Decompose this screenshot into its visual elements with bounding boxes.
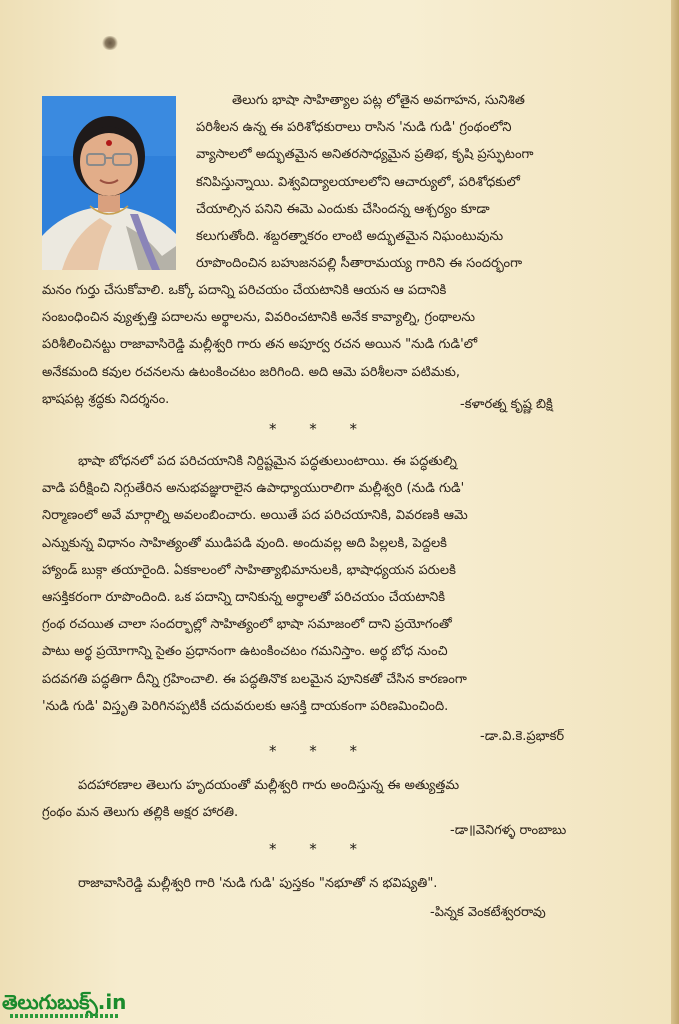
- review-1-line: పరిశీలించినట్టు రాజావాసిరెడ్డి మల్లీశ్వరి గారు తన అపూర్వ రచన అయిన "నుడి గుడి'లో: [42, 337, 478, 353]
- review-2-line: గ్రంథ రచయిత చాలా సందర్భాల్లో సాహిత్యంలో భాషా సమాజంలో దాని ప్రయోగంతో: [42, 617, 452, 633]
- site-watermark-underline: [10, 1014, 120, 1018]
- review-2-line: పదవగతి పద్ధతిగా దీన్ని గ్రహించాలి. ఈ పద్ధతినొక బలమైన పూనికతో చేసిన కారణంగా: [42, 671, 467, 687]
- review-2-line: 'నుడి గుడి' విస్తృతి పెరిగినప్పటికీ చదువరులకు ఆసక్తి దాయకంగా పరిణమించింది.: [42, 698, 449, 714]
- section-separator: * * *: [268, 742, 372, 760]
- review-3-line: పదహారణాల తెలుగు హృదయంతో మల్లీశ్వరి గారు అందిస్తున్న ఈ అత్యుత్తమ: [78, 778, 460, 793]
- review-2-line: ఆసక్తికరంగా రూపొందింది. ఒక పదాన్ని దానికున్న అర్థాలతో పరిచయం చేయటానికి: [42, 590, 446, 606]
- review-1-line: భాషపట్ల శ్రద్ధకు నిదర్శనం.: [42, 391, 170, 407]
- review-2-line: పాటు అర్థ ప్రయోగాన్ని సైతం ప్రధానంగా ఉటంకించటం గమనిస్తాం. అర్థ బోధ నుంచి: [42, 644, 448, 660]
- review-2-line: భాషా బోధనలో పద పరిచయానికి నిర్దిష్టమైన పద్ధతులుంటాయి. ఈ పద్ధతుల్ని: [78, 454, 457, 469]
- section-separator: * * *: [268, 420, 372, 438]
- review-1-line: కలుగుతోంది. శబ్దరత్నాకరం లాంటి అద్భుతమైన నిఘంటువును: [196, 229, 504, 245]
- review-4-text: [42, 870, 638, 897]
- review-1-line: సంబంధించిన వ్యుత్పత్తి పదాలను అర్థాలను, వివరించటానికి అనేక కావ్యాల్ని, గ్రంథాలను: [42, 310, 476, 326]
- review-1-line: తెలుగు భాషా సాహిత్యాల పట్ల లోతైన అవగాహన, సునిశిత: [232, 93, 525, 108]
- review-1-line: కనిపిస్తున్నాయి. విశ్వవిద్యాలయాలలోని ఆచార్యులో, పరిశోధకులో: [196, 174, 520, 190]
- review-2-text: [42, 448, 638, 720]
- review-4-line: రాజావాసిరెడ్డి మల్లీశ్వరి గారి 'నుడి గుడి' పుస్తకం "నభూతో న భవిష్యతి".: [78, 876, 438, 891]
- review-1-line: పరిశీలన ఉన్న ఈ పరిశోధకురాలు రాసిన 'నుడి గుడి' గ్రంథంలోని: [196, 120, 512, 136]
- review-4-signature: -పిన్నక వెంకటేశ్వరరావు: [430, 905, 546, 920]
- review-1-text-wide: [42, 277, 638, 413]
- review-3-text: [42, 772, 638, 826]
- review-2-line: వాడి పరీక్షించి నిగ్గుతేరిన అనుభవజ్ఞురాలైన ఉపాధ్యాయురాలిగా మల్లీశ్వరి (నుడి గుడి': [42, 481, 465, 497]
- review-1-signature: -కళారత్న కృష్ణ బిక్షి: [460, 397, 553, 412]
- book-spine-edge: [671, 0, 679, 1024]
- review-1-line: అనేకమంది కవుల రచనలను ఉటంకించటం జరిగింది. అది ఆమె పరిశీలనా పటిమకు,: [42, 364, 460, 380]
- review-2-line: ఎన్నుకున్న విధానం సాహిత్యంతో ముడిపడి వుంది. అందువల్ల అది పిల్లలకి, పెద్దలకి: [42, 535, 447, 551]
- review-3-signature: -డా॥వెనిగళ్ళ రాంబాబు: [450, 823, 567, 838]
- review-3-line: గ్రంథం మన తెలుగు తల్లికి అక్షర హారతి.: [42, 805, 239, 821]
- author-photo: [42, 96, 176, 270]
- review-2-line: హ్యాండ్ బుక్గా తయారైంది. ఏకకాలంలో సాహిత్యాభిమానులకి, భాషాధ్యయన పరులకి: [42, 562, 456, 578]
- review-2-signature: -డా.వి.కె.ప్రభాకర్: [480, 729, 565, 744]
- author-photo-icon: [42, 96, 176, 270]
- review-2-line: నిర్మాణంలో అవే మార్గాల్ని అవలంబించారు. అయితే పద పరిచయానికి, వివరణకి ఆమె: [42, 508, 468, 524]
- review-1-line: వ్యాసాలలో అద్భుతమైన అనితరసాధ్యమైన ప్రతిభ, కృషి ప్రస్ఫుటంగా: [196, 147, 534, 163]
- review-1-line: చేయాల్సిన పనిని ఈమె ఎందుకు చేసిందన్న ఆశ్చర్యం కూడా: [196, 201, 490, 217]
- review-1-line: మనం గుర్తు చేసుకోవాలి. ఒక్కో పదాన్ని పరిచయం చేయటానికి ఆయన ఆ పదానికి: [42, 283, 447, 298]
- review-1-text: [196, 87, 636, 277]
- review-1-line: రూపొందించిన బహుజనపల్లి సీతారామయ్య గారిని ఈ సందర్భంగా: [196, 256, 523, 272]
- site-watermark: తెలుగుబుక్స్.in: [2, 990, 127, 1014]
- section-separator: * * *: [268, 840, 372, 858]
- paper-stain: [101, 36, 119, 50]
